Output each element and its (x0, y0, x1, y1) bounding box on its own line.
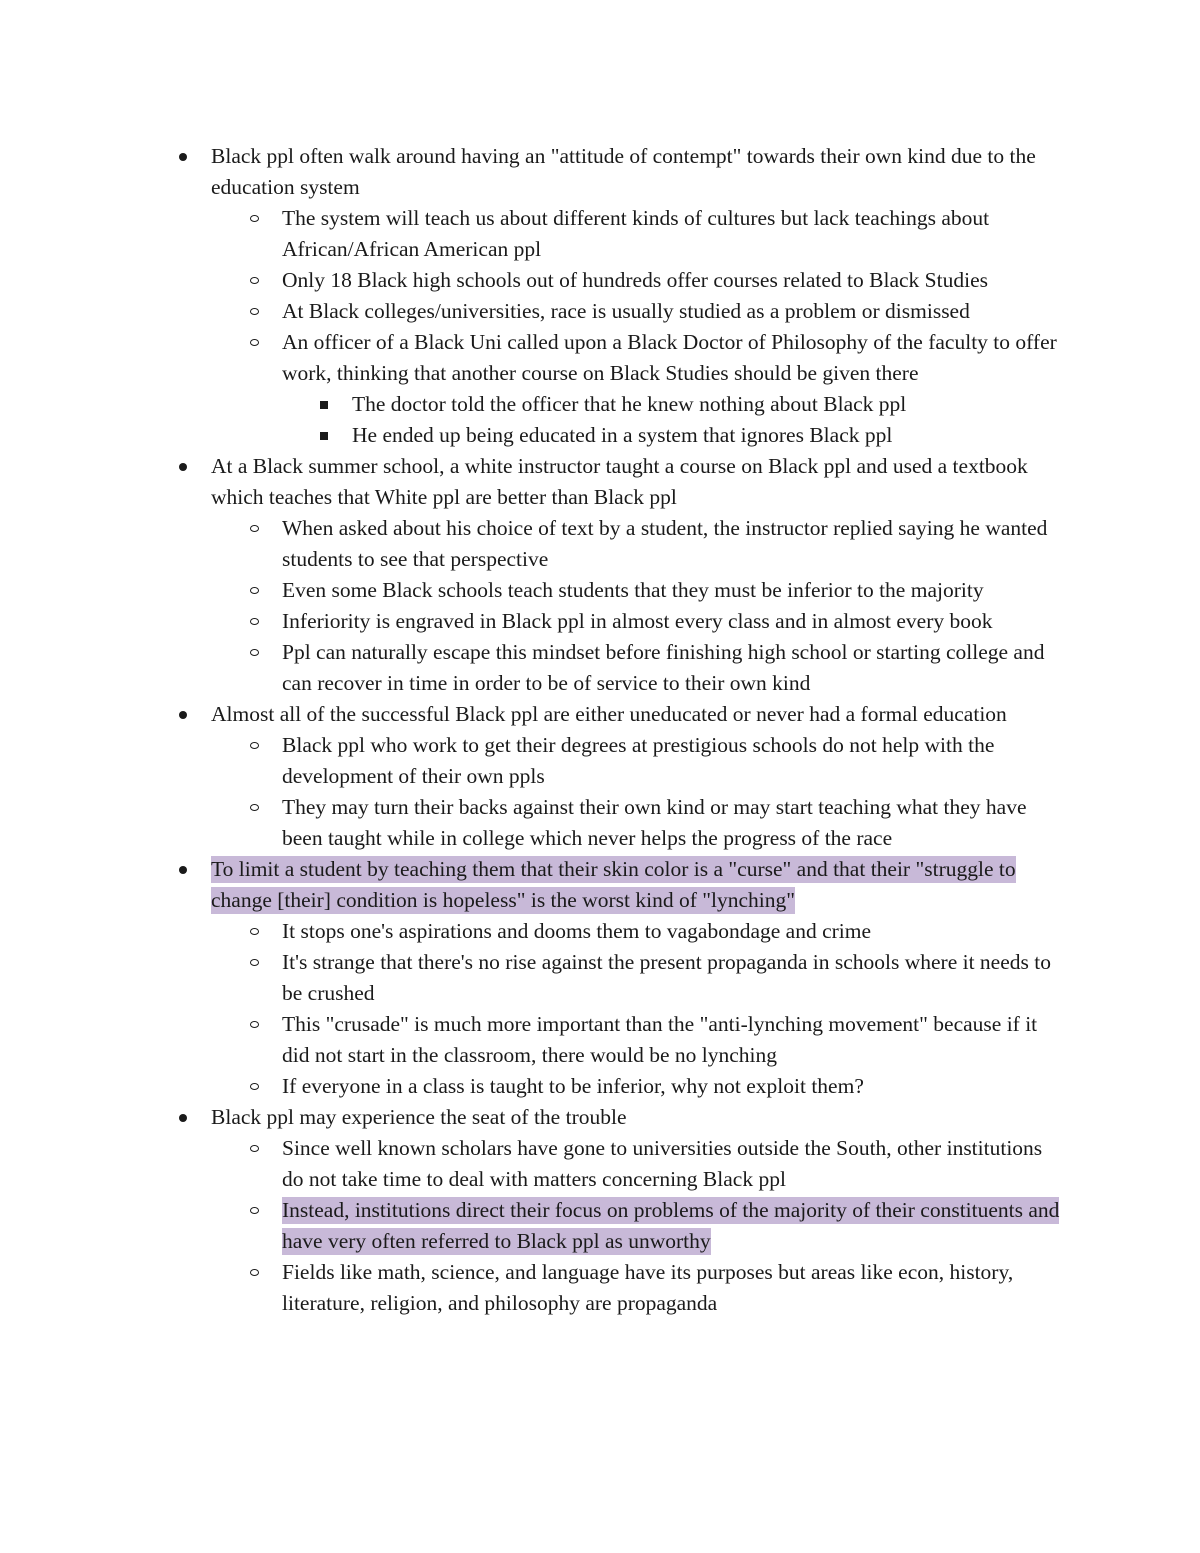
item-text: Ppl can naturally escape this mindset before finishing high school or starting college and can recover in time in order to be of service to their own kind (282, 640, 1045, 695)
item-text: This "crusade" is much more important than the "anti-lynching movement" because if it did not start in the classroom, there would be no lynching (282, 1012, 1038, 1067)
item-text: The system will teach us about different kinds of cultures but lack teachings about African/African American ppl (282, 206, 990, 261)
item-text: Since well known scholars have gone to universities outside the South, other institutions do not take time to deal with matters concerning Black ppl (282, 1136, 1043, 1191)
hollow-circle-bullet-icon (247, 637, 261, 668)
hollow-circle-bullet-icon (247, 513, 261, 544)
bulleted-notes-list (0, 141, 1200, 1319)
list-item-level-2 (0, 606, 1062, 637)
item-text: It's strange that there's no rise against the present propaganda in schools where it needs to be crushed (282, 950, 1051, 1005)
hollow-circle-bullet-icon (247, 327, 261, 358)
item-text: An officer of a Black Uni called upon a Black Doctor of Philosophy of the faculty to offer work, thinking that another course on Black Studies should be given there (282, 330, 1057, 385)
filled-square-bullet-icon (317, 420, 331, 451)
item-text: If everyone in a class is taught to be inferior, why not exploit them? (282, 1074, 864, 1098)
list-item-level-2 (0, 1257, 1062, 1319)
hollow-circle-bullet-icon (247, 203, 261, 234)
hollow-circle-bullet-icon (247, 792, 261, 823)
hollow-circle-bullet-icon (247, 1071, 261, 1102)
hollow-circle-bullet-icon (247, 575, 261, 606)
list-item-level-3 (0, 389, 1062, 420)
item-text: Even some Black schools teach students that they must be inferior to the majority (282, 578, 984, 602)
hollow-circle-bullet-icon (247, 1009, 261, 1040)
list-item-level-2 (0, 637, 1062, 699)
list-item-level-2 (0, 947, 1062, 1009)
hollow-circle-bullet-icon (247, 296, 261, 327)
hollow-circle-bullet-icon (247, 947, 261, 978)
item-text: Only 18 Black high schools out of hundreds offer courses related to Black Studies (282, 268, 988, 292)
hollow-circle-bullet-icon (247, 730, 261, 761)
item-text: At Black colleges/universities, race is usually studied as a problem or dismissed (282, 299, 970, 323)
list-item-level-2 (0, 916, 1062, 947)
item-text: Black ppl may experience the seat of the trouble (211, 1105, 627, 1129)
list-item-level-2 (0, 1071, 1062, 1102)
list-item-level-2 (0, 792, 1062, 854)
highlighted-item-text: Instead, institutions direct their focus on problems of the majority of their constituents and have very often referred to Black ppl as unworthy (282, 1198, 1060, 1253)
list-item-level-3 (0, 420, 1062, 451)
list-item-level-2 (0, 513, 1062, 575)
hollow-circle-bullet-icon (247, 1257, 261, 1288)
item-text: Fields like math, science, and language have its purposes but areas like econ, history, literature, religion, and philosophy are propaganda (282, 1260, 1014, 1315)
filled-dot-bullet-icon (176, 1102, 190, 1133)
hollow-circle-bullet-icon (247, 916, 261, 947)
list-item-level-1 (0, 141, 1071, 203)
list-item-level-1 (0, 699, 1071, 730)
item-text: When asked about his choice of text by a student, the instructor replied saying he wanted students to see that perspective (282, 516, 1048, 571)
highlighted-item-text: To limit a student by teaching them that their skin color is a "curse" and that their "struggle to change [their] condition is hopeless" is the worst kind of "lynching" (211, 857, 1016, 912)
list-item-level-2 (0, 575, 1062, 606)
filled-dot-bullet-icon (176, 451, 190, 482)
hollow-circle-bullet-icon (247, 606, 261, 637)
list-item-level-2 (0, 1195, 1062, 1257)
item-text: Almost all of the successful Black ppl are either uneducated or never had a formal education (211, 702, 1007, 726)
filled-dot-bullet-icon (176, 141, 190, 172)
hollow-circle-bullet-icon (247, 265, 261, 296)
item-text: Black ppl who work to get their degrees at prestigious schools do not help with the development of their own ppls (282, 733, 995, 788)
filled-square-bullet-icon (317, 389, 331, 420)
list-item-level-2 (0, 730, 1062, 792)
item-text: At a Black summer school, a white instructor taught a course on Black ppl and used a textbook which teaches that White ppl are better than Black ppl (211, 454, 1028, 509)
filled-dot-bullet-icon (176, 854, 190, 885)
filled-dot-bullet-icon (176, 699, 190, 730)
item-text: The doctor told the officer that he knew nothing about Black ppl (352, 392, 907, 416)
list-item-level-1 (0, 451, 1071, 513)
item-text: Inferiority is engraved in Black ppl in almost every class and in almost every book (282, 609, 993, 633)
hollow-circle-bullet-icon (247, 1133, 261, 1164)
list-item-level-2 (0, 1133, 1062, 1195)
list-item-level-2 (0, 265, 1062, 296)
item-text: It stops one's aspirations and dooms them to vagabondage and crime (282, 919, 872, 943)
list-item-level-2 (0, 203, 1062, 265)
item-text: Black ppl often walk around having an "attitude of contempt" towards their own kind due to the education system (211, 144, 1036, 199)
item-text: He ended up being educated in a system that ignores Black ppl (352, 423, 893, 447)
list-item-level-2 (0, 327, 1062, 389)
list-item-level-1 (0, 1102, 1071, 1133)
hollow-circle-bullet-icon (247, 1195, 261, 1226)
item-text: They may turn their backs against their own kind or may start teaching what they have been taught while in college which never helps the progress of the race (282, 795, 1027, 850)
list-item-level-1 (0, 854, 1071, 916)
list-item-level-2 (0, 296, 1062, 327)
list-item-level-2 (0, 1009, 1062, 1071)
